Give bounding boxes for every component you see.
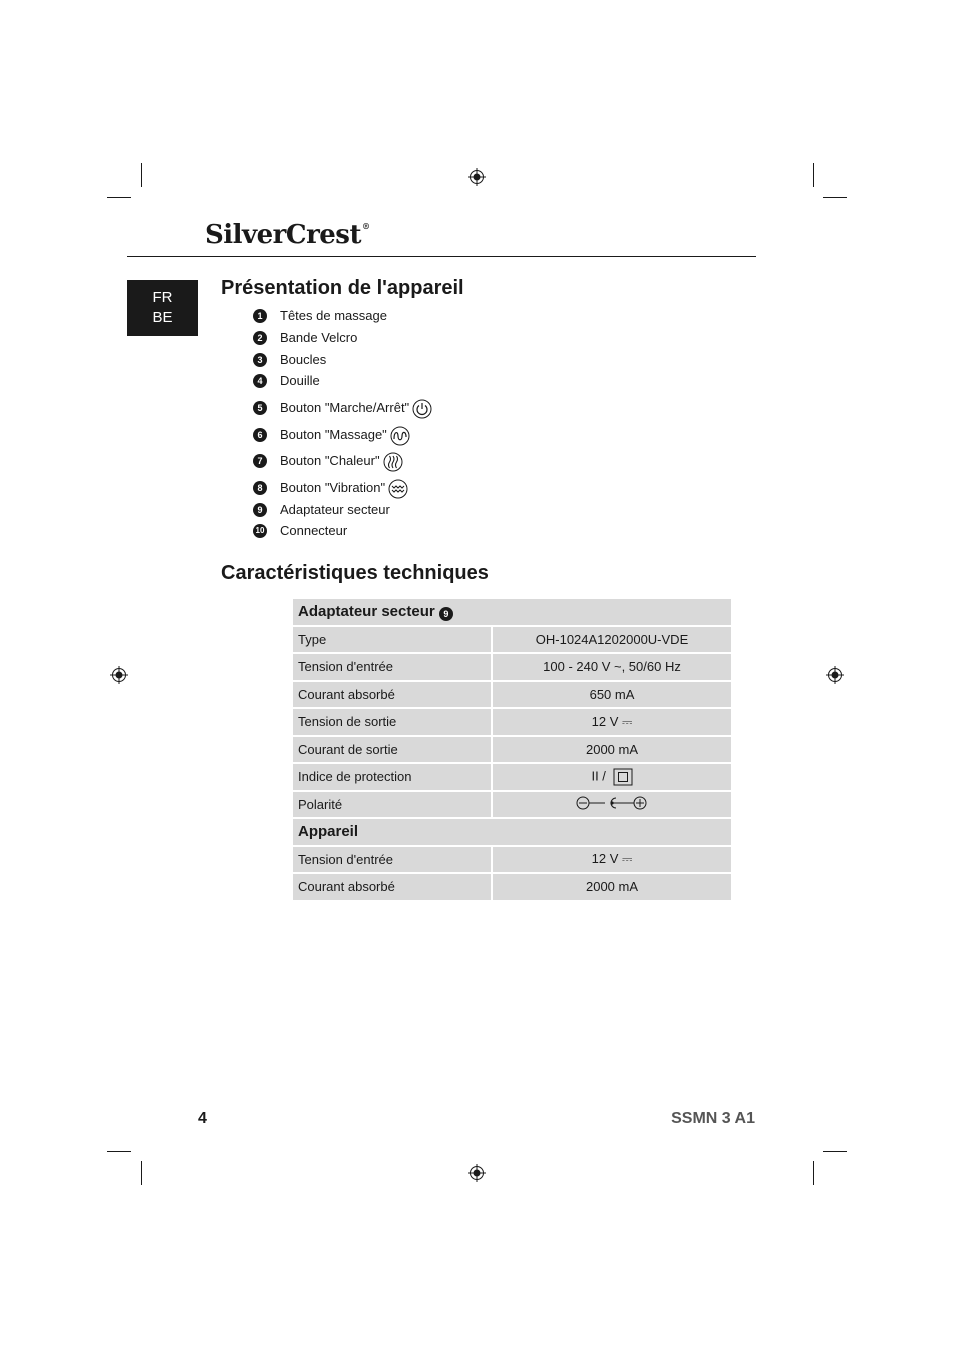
item-label: Bouton "Chaleur" bbox=[280, 453, 380, 468]
spec-value: 650 mA bbox=[492, 681, 732, 709]
table-row bbox=[292, 736, 732, 764]
crop-mark bbox=[107, 1151, 131, 1152]
registration-mark-icon bbox=[110, 666, 128, 684]
registration-mark-icon bbox=[826, 666, 844, 684]
item-label: Bouton "Massage" bbox=[280, 427, 387, 442]
crop-mark bbox=[823, 197, 847, 198]
spec-value: 12 V ⎓ bbox=[492, 708, 732, 736]
item-number: 6 bbox=[253, 428, 267, 442]
table-header-row bbox=[292, 598, 732, 626]
section-title-overview: Présentation de l'appareil bbox=[221, 277, 464, 299]
spec-label: Tension d'entrée bbox=[292, 653, 492, 681]
model-number: SSMN 3 A1 bbox=[671, 1110, 755, 1127]
spec-value bbox=[492, 763, 732, 791]
adapter-header bbox=[292, 598, 732, 626]
spec-value: 100 - 240 V ~, 50/60 Hz bbox=[492, 653, 732, 681]
table-row bbox=[292, 873, 732, 901]
protection-class-text: II / bbox=[591, 768, 606, 784]
crop-mark bbox=[823, 1151, 847, 1152]
item-number: 10 bbox=[253, 524, 267, 538]
table-row bbox=[292, 846, 732, 874]
massage-wave-icon bbox=[390, 426, 410, 446]
section-title-specs: Caractéristiques techniques bbox=[221, 562, 489, 584]
class-ii-icon bbox=[613, 768, 633, 786]
crop-mark bbox=[813, 1161, 814, 1185]
spec-value bbox=[492, 791, 732, 819]
adapter-header-label: Adaptateur secteur bbox=[298, 603, 435, 621]
language-tab bbox=[127, 280, 198, 336]
item-number: 2 bbox=[253, 331, 267, 345]
table-row bbox=[292, 791, 732, 819]
spec-label: Polarité bbox=[292, 791, 492, 819]
table-row bbox=[292, 626, 732, 654]
table-row bbox=[292, 708, 732, 736]
spec-label: Type bbox=[292, 626, 492, 654]
heat-icon bbox=[383, 452, 403, 472]
item-label: Adaptateur secteur bbox=[280, 502, 390, 517]
item-label: Douille bbox=[280, 373, 320, 388]
crop-mark bbox=[107, 197, 131, 198]
brand-logo: SilverCrest® bbox=[205, 220, 370, 250]
spec-value: OH-1024A1202000U-VDE bbox=[492, 626, 732, 654]
spec-label: Indice de protection bbox=[292, 763, 492, 791]
item-number: 1 bbox=[253, 309, 267, 323]
table-header-row bbox=[292, 818, 732, 846]
registration-mark-icon bbox=[468, 168, 486, 186]
language-code: FR bbox=[152, 289, 173, 306]
table-row bbox=[292, 681, 732, 709]
crop-mark bbox=[141, 1161, 142, 1185]
item-label: Boucles bbox=[280, 352, 327, 367]
spec-value: 2000 mA bbox=[492, 873, 732, 901]
spec-label: Courant de sortie bbox=[292, 736, 492, 764]
item-label: Bouton "Marche/Arrêt" bbox=[280, 400, 410, 415]
item-number: 3 bbox=[253, 353, 267, 367]
item-number: 8 bbox=[253, 481, 267, 495]
polarity-icon bbox=[576, 795, 648, 811]
power-icon bbox=[412, 399, 432, 419]
item-number: 4 bbox=[253, 374, 267, 388]
spec-label: Courant absorbé bbox=[292, 873, 492, 901]
spec-value: 12 V ⎓ bbox=[492, 846, 732, 874]
language-code: BE bbox=[152, 309, 173, 326]
vibration-icon bbox=[388, 479, 408, 499]
item-label: Têtes de massage bbox=[280, 308, 387, 323]
table-row bbox=[292, 763, 732, 791]
crop-mark bbox=[141, 163, 142, 187]
item-number: 7 bbox=[253, 454, 267, 468]
device-header: Appareil bbox=[292, 818, 732, 846]
item-number: 5 bbox=[253, 401, 267, 415]
crop-mark bbox=[813, 163, 814, 187]
registration-mark-icon bbox=[468, 1164, 486, 1182]
item-label: Connecteur bbox=[280, 523, 348, 538]
table-row bbox=[292, 653, 732, 681]
spec-label: Tension de sortie bbox=[292, 708, 492, 736]
item-number: 9 bbox=[253, 503, 267, 517]
spec-label: Courant absorbé bbox=[292, 681, 492, 709]
spec-value: 2000 mA bbox=[492, 736, 732, 764]
header-rule bbox=[127, 256, 756, 257]
item-label: Bande Velcro bbox=[280, 330, 358, 345]
specs-table bbox=[291, 597, 733, 902]
spec-label: Tension d'entrée bbox=[292, 846, 492, 874]
page-number: 4 bbox=[198, 1110, 207, 1127]
item-number: 9 bbox=[439, 607, 453, 621]
item-label: Bouton "Vibration" bbox=[280, 480, 386, 495]
